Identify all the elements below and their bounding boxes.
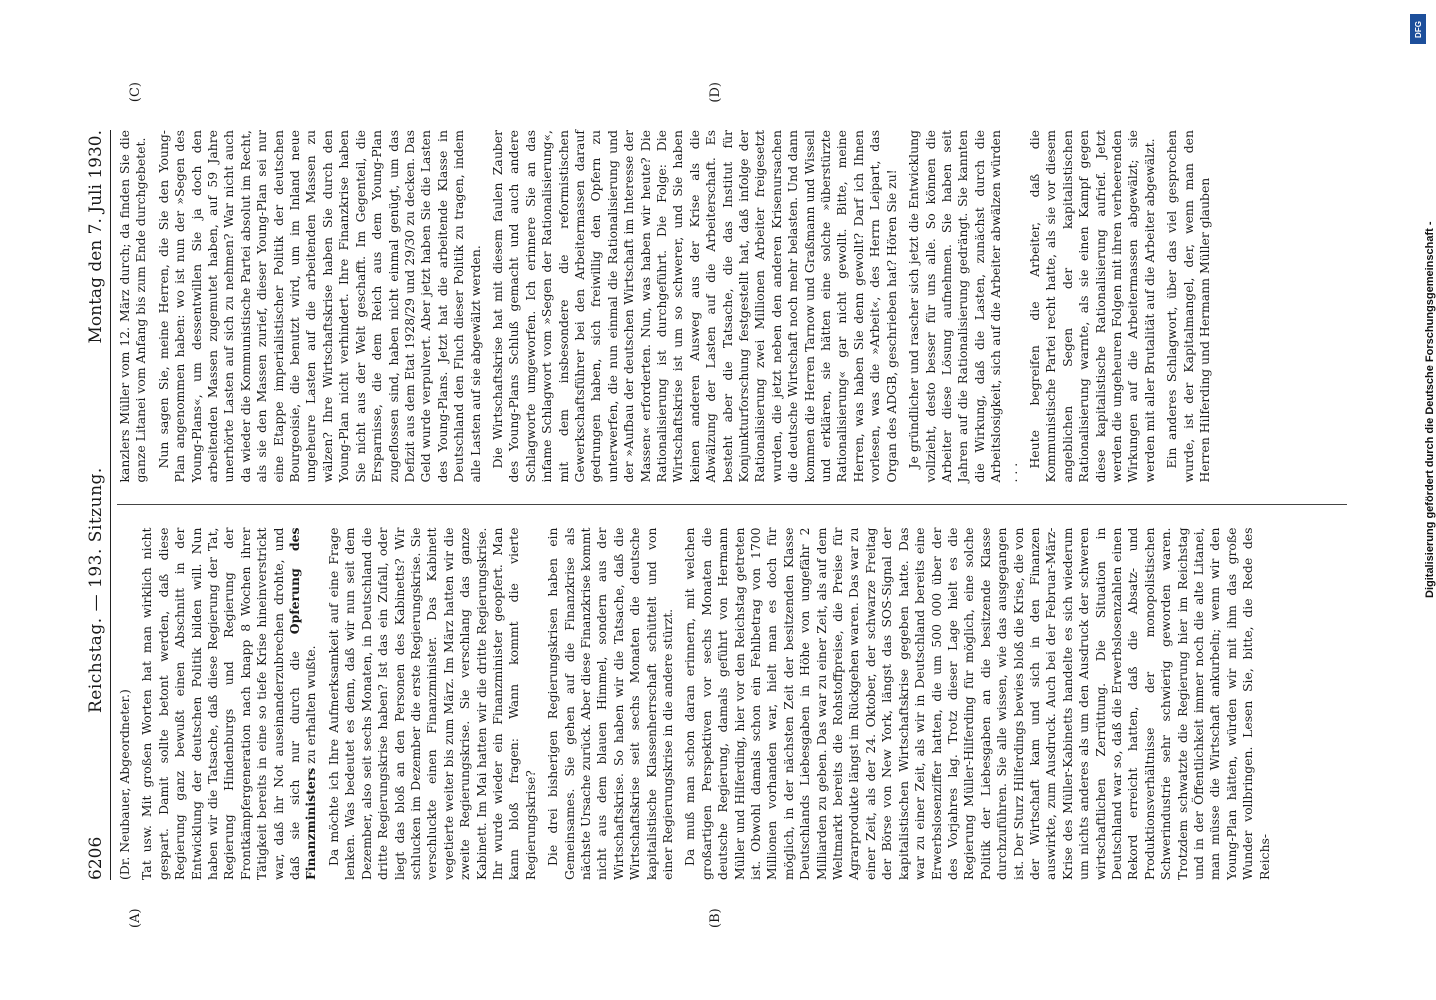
paragraph: Die Wirtschaftskrise hat mit diesem faulen Zauber des Young-Plans Schluß gemacht und auch andere Schlagworte umgeworfen. Ich erinnere Sie an das infame Schlagwort vom »Segen der Rationalisierung«, mit dem insbesondere die reformistischen Gewerkschaftsführer bei den Arbeitermassen darauf gedrungen haben, sich freiwillig den Opfern zu unterwerfen, die nun einmal die Rationalisierung und der »Aufbau der deutschen Wirtschaft im Interesse der Massen« erforderten. Nun, was haben wir heute? Die Rationalisierung ist durchgeführt. Die Folge: Die Wirtschaftskrise ist um so schwerer, und Sie haben keinen anderen Ausweg aus der Krise als die Abwälzung der Lasten auf die Arbeiterschaft. Es besteht aber die Tatsache, die das Institut für Konjunkturforschung festgestellt hat, daß infolge der Rationalisierung zwei Millionen Arbeiter freigesetzt wurden, die jetzt neben den anderen Krisenursachen die deutsche Wirtschaft noch mehr belasten. Und dann kommen die Herren Tarnow und Graßmann und Wissell und erklären, sie hätten eine solche »überstürzte Rationalisierung« gar nicht gewollt. Bitte, meine Herren, was haben Sie denn gewollt? Darf ich Ihnen vorlesen, was die »Arbeit«, des Herrn Leipart, das Organ des ADGB, geschrieben hat? Hören Sie zu! [489, 130, 899, 483]
speaker-line: (Dr. Neubauer, Abgeordneter.) [117, 689, 132, 880]
text-columns [117, 100, 1347, 910]
column-divider [117, 505, 1347, 506]
paragraph: Nun sagen Sie, meine Herren, die Sie den Young-Plan angenommen haben: wo ist nun der »Segen des Young-Plans«, um dessentwillen Sie ja doch den arbeitenden Massen zugemutet haben, auf 59 Jahre unerhörte Lasten auf sich zu nehmen? War nicht auch da wieder die Kommunistische Partei absolut im Recht, als sie den Massen zurief, dieser Young-Plan sei nur eine Etappe imperialistischer Politik der deutschen Bourgeoisie, die benutzt wird, um im Inland neue ungeheure Lasten auf die arbeitenden Massen zu wälzen? Ihre Wirtschaftskrise haben Sie durch den Young-Plan nicht verhindert. Ihre Finanzkrise haben Sie nicht aus der Welt geschafft. Im Gegenteil, die Ersparnisse, die dem Reich aus dem Young-Plan zugeflossen sind, haben nicht einmal genügt, um das Defizit aus dem Etat 1928/29 und 29/30 zu decken. Das Geld wurde verpulvert. Aber jetzt haben Sie die Lasten des Young-Plans. Jetzt hat die arbeitende Klasse in Deutschland den Fluch dieser Politik zu tragen, indem alle Lasten auf sie abgewälzt werden. [155, 130, 483, 483]
session-date: Montag den 7. Juli 1930. [86, 130, 106, 344]
margin-marker-b: (B) [708, 908, 723, 928]
paragraph: Da muß man schon daran erinnern, mit welchen großartigen Perspektiven vor sechs Monaten die deutsche Regierung, damals geführt von Hermann Müller und Hilferding, hier vor den Reichstag getreten ist. Obwohl damals schon ein Fehlbetrag von 1700 Millionen vorhanden war, hielt man es doch für möglich, in der nächsten Zeit der besitzenden Klasse Deutschlands Liebesgaben in Höhe von ungefähr 2 Milliarden zu geben. Das war zu einer Zeit, als auf dem Weltmarkt bereits die Rohstoffpreise, die Preise für Agrarprodukte längst im Rückgehen waren. Das war zu einer Zeit, als der 24. Oktober, der schwarze Freitag der Börse von New York, längst das SOS-Signal der kapitalistischen Wirtschaftskrise gegeben hatte. Das war zu einer Zeit, als wir in Deutschland bereits eine Erwerbslosenziffer hatten, die um 500 000 über der des Vorjahres lag. Trotz dieser Lage hielt es die Regierung Müller-Hilferding für möglich, eine solche Politik der Liebesgaben an die besitzende Klasse durchzuführen. Sie alle wissen, wie das ausgegangen ist. Der Sturz Hilferdings bewies bloß die Krise, die von der Wirtschaft kam und sich in den Finanzen auswirkte, zum Ausdruck. Auch bei der Februar-März-Krise des Müller-Kabinetts handelte es sich wiederum um nichts anderes als um den Ausdruck der schweren wirtschaftlichen Zerrüttung. Die Situation in Deutschland war so, daß die Erwerbslosenzahlen einen Rekord erreicht hatten, daß die Absatz- und Produktionsverhältnisse der monopolistischen Schwerindustrie sehr schwierig geworden waren. Trotzdem schwatzte die Regierung hier im Reichstag und in der Öffentlichkeit immer noch die alte Litanei, man müsse die Wirtschaft ankurbeln; wenn wir den Young-Plan hätten, würden wir mit ihm das große Wunder vollbringen. Lesen Sie, bitte, die Rede des Reichs- [682, 527, 1272, 880]
page-header [86, 130, 111, 880]
paragraph: Je gründlicher und rascher sich jetzt die Entwicklung vollzieht, desto besser für uns alle. So können die Arbeiter diese Lösung aufnehmen. Sie haben seit Jahren auf die Rationalisierung gedrängt. Sie kannten die Wirkung, daß die Lasten, zunächst durch die Arbeitslosigkeit, sich auf die Arbeiter abwälzen würden . . . [906, 130, 1020, 483]
right-column [117, 130, 1347, 483]
paragraph: Da möchte ich Ihre Aufmerksamkeit auf eine Frage lenken. Was bedeutet es denn, daß wir nun seit dem Dezember, also seit sechs Monaten, in Deutschland die dritte Regierungskrise haben? Ist das ein Zufall, oder liegt das bloß an den Personen des Kabinetts? Wir schlucken im Dezember die erste Regierungskrise. Sie verschluckte einen Finanzminister. Das Kabinett vegetierte weiter bis zum März. Im März hatten wir die zweite Regierungskrise. Sie verschlang das ganze Kabinett. Im Mai hatten wir die dritte Regierungskrise. Ihr wurde wieder ein Finanzminister geopfert. Man kann bloß fragen: Wann kommt die vierte Regierungskrise? [325, 527, 538, 880]
session-title: Reichstag. — 193. Sitzung. [86, 467, 106, 714]
digitization-stamp [1408, 8, 1436, 988]
left-column [117, 528, 1347, 881]
paragraph: Tat usw. Mit großen Worten hat man wirklich nicht gespart. Damit sollte betont werden, daß diese Regierung ganz bewußt einen Abschnitt in der Entwicklung der deutschen Politik bilden will. Nun haben wir die Tatsache, daß diese Regierung der Tat, Regierung Hindenburgs und Regierung der Frontkämpfergeneration nach knapp 8 Wochen ihrer Tätigkeit bereits in eine so tiefe Krise hineinverstrickt war, daß ihr Not auseinanderzubrechen drohte, und daß sie sich nur durch die Opferung des Finanzministers zu erhalten wußte. [139, 527, 319, 880]
paragraph: Heute begreifen die Arbeiter, daß die Kommunistische Partei recht hatte, als sie vor diesem angeblichen Segen der kapitalistischen Rationalisierung warnte, als sie einen Kampf gegen diese kapitalistische Rationalisierung aufrief. Jetzt werden die ungeheuren Folgen mit ihren verheerenden Wirkungen auf die Arbeitermassen abgewälzt; sie werden mit aller Brutalität auf die Arbeiter abgewälzt. [1026, 130, 1157, 483]
margin-marker-d: (D) [708, 82, 723, 103]
stamp-text: Digitalisierung gefördert durch die Deutsche Forschungsgemeinschaft - [1424, 221, 1436, 598]
page-number: 6206 [86, 836, 106, 880]
paragraph: Die drei bisherigen Regierungskrisen haben ein Gemeinsames. Sie gehen auf die Finanzkrise als nächste Ursache zurück. Aber diese Finanzkrise kommt nicht aus dem blauen Himmel, sondern aus der Wirtschaftskrise. So haben wir die Tatsache, daß die Wirtschaftskrise seit sechs Monaten die deutsche kapitalistische Klassenherrschaft schüttelt und von einer Regierungskrise in die andere stürzt. [545, 527, 675, 880]
paragraph: Ein anderes Schlagwort, über das viel gesprochen wurde, ist der Kapitalmangel, der, wenn man den Herren Hilferding und Hermann Müller glauben [1164, 130, 1212, 483]
margin-marker-c: (C) [128, 82, 143, 103]
emphasis: Opferung des Finanzministers [287, 527, 319, 880]
paragraph: kanzlers Müller vom 12. März durch; da finden Sie die ganze Litanei vom Anfang bis zum Ende durchgebetet. [117, 130, 149, 483]
margin-marker-a: (A) [128, 908, 143, 928]
document-page [68, 80, 1408, 930]
dfg-logo: DFG [1410, 14, 1426, 44]
